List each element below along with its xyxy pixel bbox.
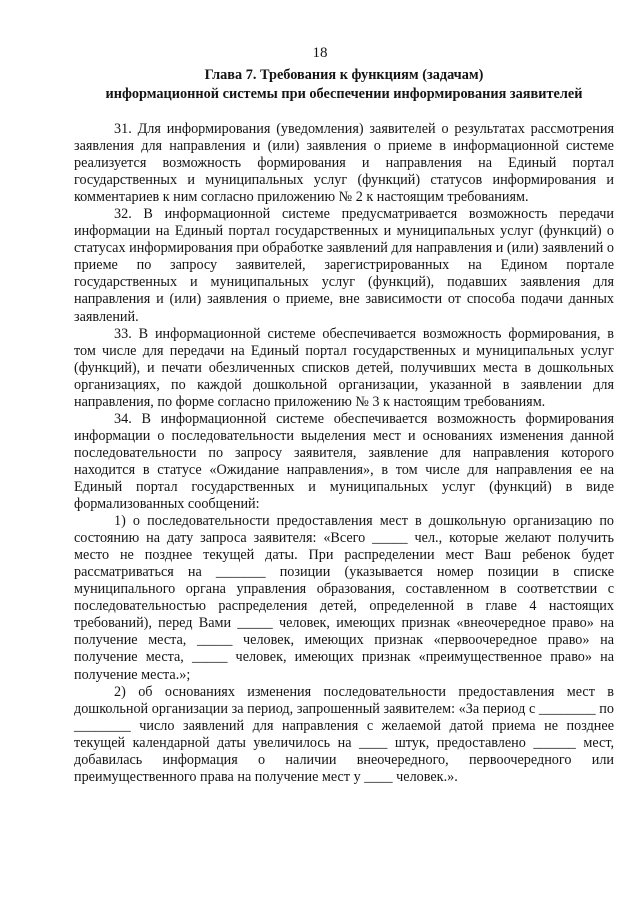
paragraph-34: 34. В информационной системе обеспечивается возможность формирования информации о последовательности выделения мест и основаниях изменения данной последовательности по запросу заявителя, заявление для направления которого находится в статусе «Ожидание направления», в том числе для направления ее на Единый портал государственных и муниципальных услуг (функций) в виде формализованных сообщений: xyxy=(74,410,614,513)
chapter-title xyxy=(74,66,614,104)
document-body xyxy=(74,121,614,786)
page-number: 18 xyxy=(312,45,328,61)
paragraph-34-item-1: 1) о последовательности предоставления мест в дошкольную организацию по состоянию на дату запроса заявителя: «Всего _____ чел., которые желают получить место не позднее текущей даты. При распределении мест Ваш ребенок будет рассматриваться на _______ позиции (указывается номер позиции в списке муниципального органа управления образования, составленном в соответствии с последовательностью распределения детей, определенной в главе 4 настоящих требований), перед Вами _____ человек, имеющих признак «внеочередное право» на получение места, _____ человек, имеющих признак «первоочередное право» на получение места, _____ человек, имеющих признак «преимущественное право» на получение места.»; xyxy=(74,513,614,683)
chapter-title-line-2: информационной системы при обеспечении информирования заявителей xyxy=(105,86,583,102)
paragraph-31: 31. Для информирования (уведомления) заявителей о результатах рассмотрения заявления для направления и (или) заявления о приеме в информационной системе реализуется возможность формирования и направления на Единый портал государственных и муниципальных услуг (функций) статусов информирования и комментариев к ним согласно приложению № 2 к настоящим требованиям. xyxy=(74,121,614,206)
chapter-title-line-1: Глава 7. Требования к функциям (задачам) xyxy=(204,67,484,83)
paragraph-32: 32. В информационной системе предусматривается возможность передачи информации на Единый портал государственных и муниципальных услуг (функций) о статусах информирования при обработке заявлений для направления и (или) заявлений о приеме по запросу заявителей, зарегистрированных на Едином портале государственных и муниципальных услуг (функций), подавших заявления для направления и (или) заявления о приеме, вне зависимости от способа подачи данных заявлений. xyxy=(74,206,614,325)
paragraph-33: 33. В информационной системе обеспечивается возможность формирования, в том числе для передачи на Единый портал государственных и муниципальных услуг (функций), и печати обезличенных списков детей, получивших места в дошкольных организациях, по каждой дошкольной организации, указанной в заявлении для направления, по форме согласно приложению № 3 к настоящим требованиям. xyxy=(74,325,614,410)
paragraph-34-item-2: 2) об основаниях изменения последовательности предоставления мест в дошкольной организации за период, запрошенный заявителем: «За период с ________ по ________ число заявлений для направления с желаемой датой приема не позднее текущей календарной даты увеличилось на ____ штук, предоставлено ______ мест, добавилась информация о наличии внеочередного, первоочередного или преимущественного права на получение мест у ____ человек.». xyxy=(74,683,614,785)
